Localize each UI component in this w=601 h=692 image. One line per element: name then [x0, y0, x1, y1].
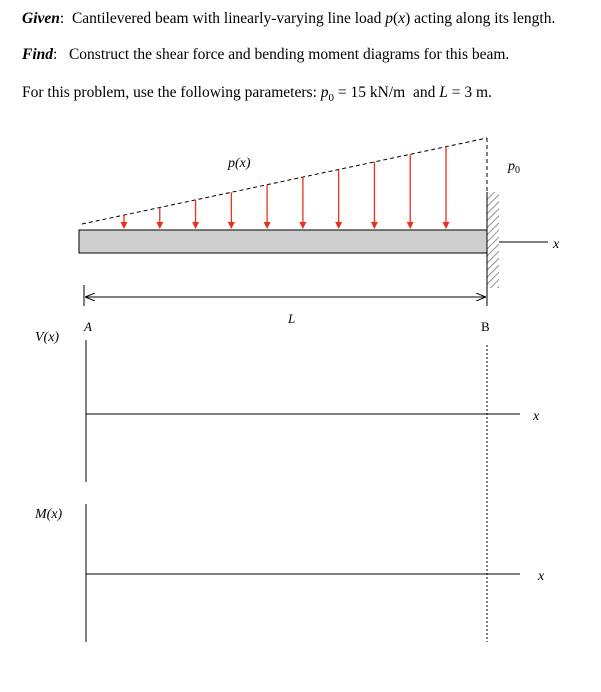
load-arrow-head [299, 222, 306, 229]
load-arrow-head [335, 222, 342, 229]
given-text-after: acting along its length. [410, 10, 556, 27]
given-load-var: x [398, 10, 406, 27]
p0-label-symbol: p [508, 159, 515, 174]
given-load-var-open: ( [393, 10, 399, 27]
parameters-text: For this problem, use the following parameters: [22, 84, 321, 101]
load-arrow [299, 177, 306, 229]
find-colon: : [53, 46, 58, 63]
given-text-before: Cantilevered beam with linearly-varying line load [71, 10, 386, 27]
beam [79, 230, 487, 253]
find-label: Find [22, 46, 54, 63]
given-load-var-close: ) [405, 10, 411, 27]
given-label: Given [22, 10, 60, 27]
load-arrow [228, 192, 235, 229]
load-arrow-head [121, 222, 128, 229]
load-arrow [335, 169, 342, 229]
given-load-symbol: p [385, 10, 394, 27]
p0-symbol: p [320, 84, 329, 101]
given-colon: : [59, 10, 65, 27]
p0-subscript: 0 [328, 92, 334, 105]
p0-value: = 15 kN/m [334, 84, 406, 101]
point-a-label: A [84, 319, 92, 334]
beam-x-label: x [553, 237, 560, 252]
L-value: = 3 m. [447, 84, 492, 101]
load-label: p(x) [228, 156, 251, 171]
load-arrow-head [264, 222, 271, 229]
load-arrow [156, 207, 163, 229]
load-arrow-head [371, 222, 378, 229]
shear-x-label: x [533, 409, 540, 424]
load-arrow-head [156, 222, 163, 229]
wall-hatching [487, 192, 499, 288]
load-arrow [121, 215, 128, 229]
find-text: Construct the shear force and bending moment diagrams for this beam. [68, 46, 510, 63]
load-profile-line [82, 138, 487, 224]
p0-label [507, 159, 520, 176]
load-arrows [121, 147, 450, 229]
parameters-and: and [405, 84, 440, 101]
load-arrow [264, 185, 271, 229]
moment-label: M(x) [35, 507, 63, 522]
shear-label: V(x) [35, 330, 60, 345]
load-arrow [443, 147, 450, 229]
load-arrow-head [192, 222, 199, 229]
point-b-label: B [481, 319, 490, 334]
load-arrow [371, 162, 378, 229]
load-arrow-head [228, 222, 235, 229]
load-arrow [192, 200, 199, 229]
L-symbol: L [439, 84, 448, 101]
p0-label-sub: 0 [515, 165, 520, 176]
load-arrow [407, 154, 414, 229]
length-label: L [288, 311, 296, 326]
load-arrow-head [443, 222, 450, 229]
moment-x-label: x [538, 569, 545, 584]
load-arrow-head [407, 222, 414, 229]
